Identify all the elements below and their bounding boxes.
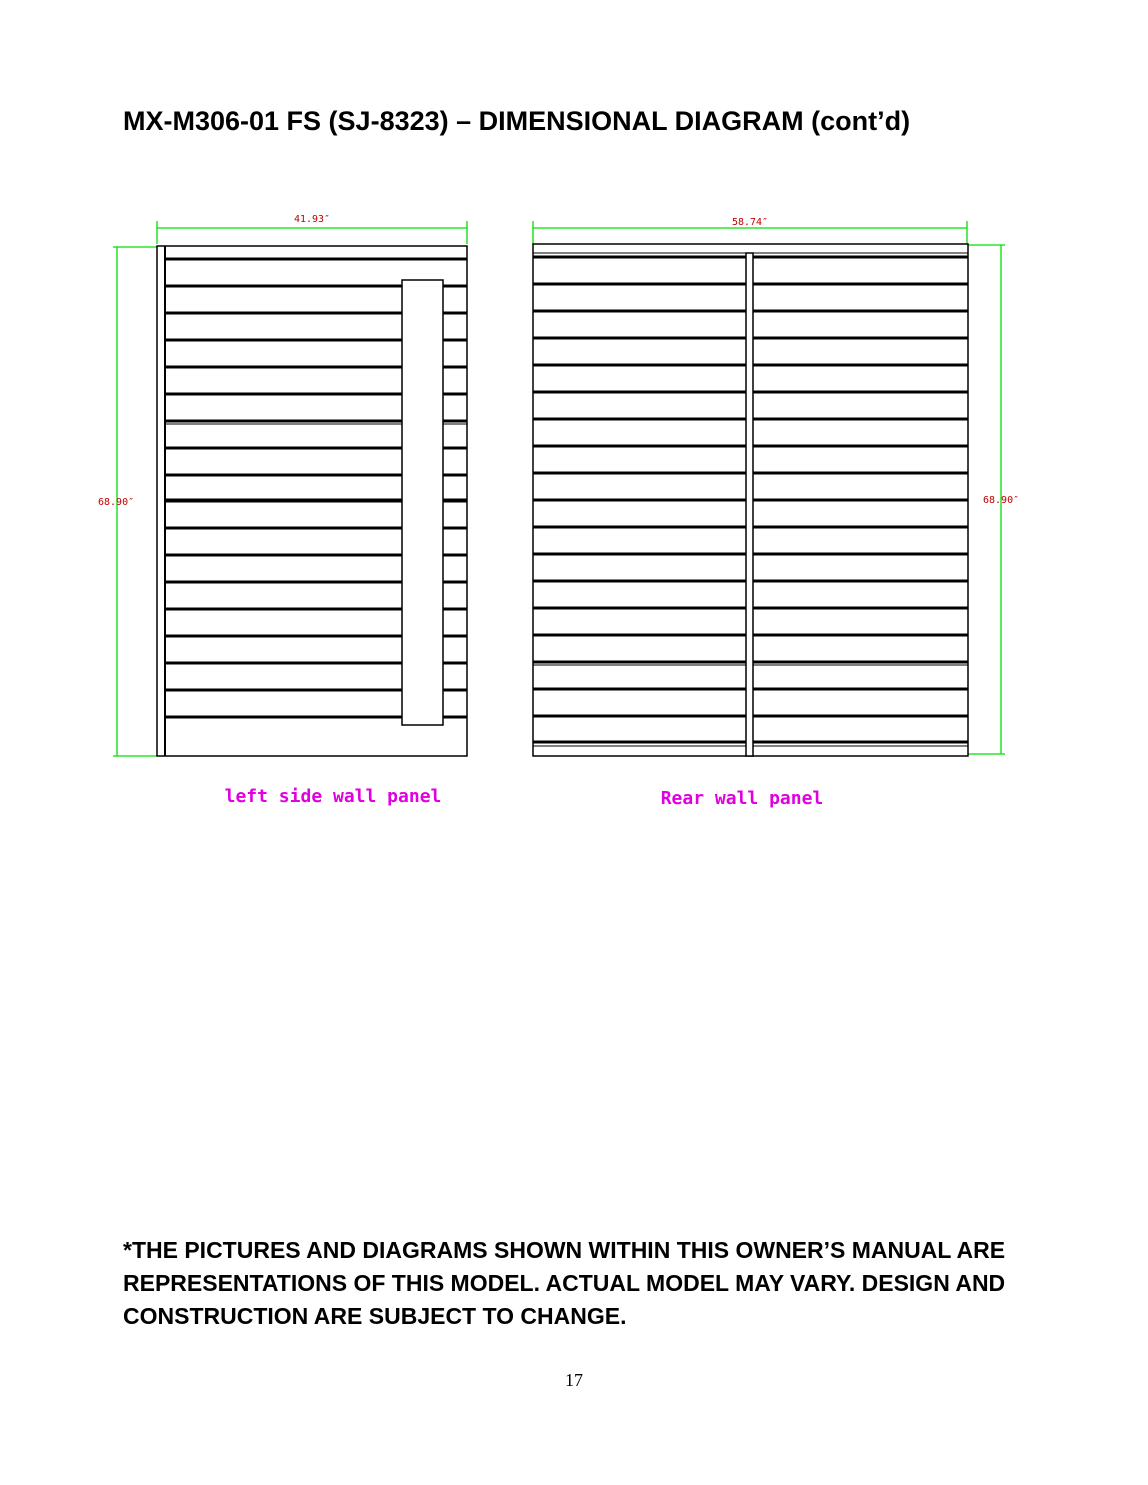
- left-width-label: 41.93″: [293, 214, 331, 225]
- rear-panel-caption: Rear wall panel: [660, 788, 824, 809]
- page-title: MX-M306-01 FS (SJ-8323) – DIMENSIONAL DIAGRAM (cont’d): [123, 106, 911, 136]
- left-side-wall-panel: [98, 214, 467, 807]
- rear-wall-panel: [533, 217, 1019, 809]
- rear-panel-center-post: [746, 253, 753, 756]
- disclaimer-text: *THE PICTURES AND DIAGRAMS SHOWN WITHIN THIS OWNER’S MANUAL ARE REPRESENTATIONS OF THIS MODEL. ACTUAL MODEL MAY VARY. DESIGN AND CONSTRUCTION ARE SUBJECT TO CHANGE.: [123, 1237, 1006, 1329]
- left-panel-caption: left side wall panel: [224, 786, 442, 807]
- left-panel-window: [402, 280, 443, 725]
- rear-width-label: 58.74″: [731, 217, 769, 228]
- rear-height-label: 68.90″: [983, 495, 1020, 506]
- left-height-label: 68.90″: [98, 497, 135, 508]
- page-number: 17: [565, 1370, 583, 1390]
